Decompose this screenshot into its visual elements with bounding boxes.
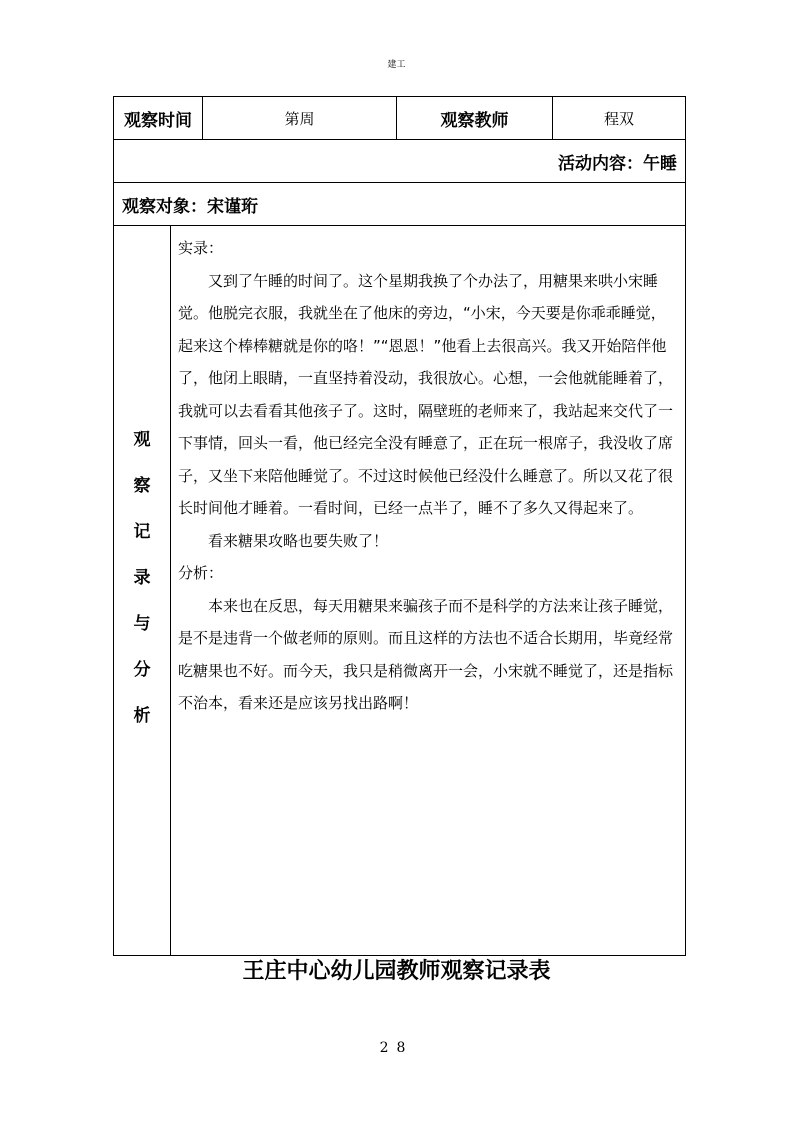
- side-label-char: 记: [133, 522, 151, 542]
- activity-content: 活动内容：午睡: [114, 140, 686, 183]
- record-content: [171, 226, 686, 956]
- record-analysis-side-label: [114, 226, 171, 956]
- record-conclusion: 看来糖果攻略也要失败了！: [208, 531, 389, 550]
- observe-time-value: 第周: [203, 97, 397, 140]
- observation-table: [113, 96, 686, 956]
- observe-time-label: 观察时间: [114, 97, 203, 140]
- header-mark: 建工: [387, 60, 406, 70]
- page-number: 28: [379, 1040, 414, 1056]
- record-heading: 实录：: [178, 239, 224, 257]
- side-label-char: 与: [133, 614, 151, 634]
- analysis-heading: 分析：: [178, 564, 224, 582]
- side-label-char: 观: [133, 430, 151, 450]
- side-label-char: 察: [133, 476, 151, 496]
- observer-label: 观察教师: [397, 97, 553, 140]
- side-label-char: 分: [133, 660, 151, 680]
- analysis-paragraph: 本来也在反思，每天用糖果来骗孩子而不是科学的方法来让孩子睡觉，是不是违背一个做老师的原则。而且这样的方法也不适合长期用，毕竟经常吃糖果也不好。而今天，我只是稍微离开一会，小宋就不睡觉了，还是指标不治本，看来还是应该另找出路啊！: [178, 596, 674, 712]
- side-label-char: 录: [133, 568, 151, 588]
- observer-value: 程双: [553, 97, 686, 140]
- observation-subject: 观察对象：宋谨珩: [114, 183, 686, 226]
- side-label-char: 析: [133, 706, 151, 726]
- record-paragraph: 又到了午睡的时间了。这个星期我换了个办法了，用糖果来哄小宋睡觉。他脱完衣服，我就坐在了他床的旁边，“小宋，今天要是你乖乖睡觉，起来这个棒棒糖就是你的咯！”“恩恩！”他看上去很高兴。我又开始陪伴他了，他闭上眼睛，一直坚持着没动，我很放心。心想，一会他就能睡着了，我就可以去看看其他孩子了。这时，隔壁班的老师来了，我站起来交代了一下事情，回头一看，他已经完全没有睡意了，正在玩一根席子，我没收了席子，又坐下来陪他睡觉了。不过这时候他已经没什么睡意了。所以又花了很长时间他才睡着。一看时间，已经一点半了，睡不了多久又得起来了。: [178, 271, 674, 517]
- document-title: 王庄中心幼儿园教师观察记录表: [242, 958, 551, 984]
